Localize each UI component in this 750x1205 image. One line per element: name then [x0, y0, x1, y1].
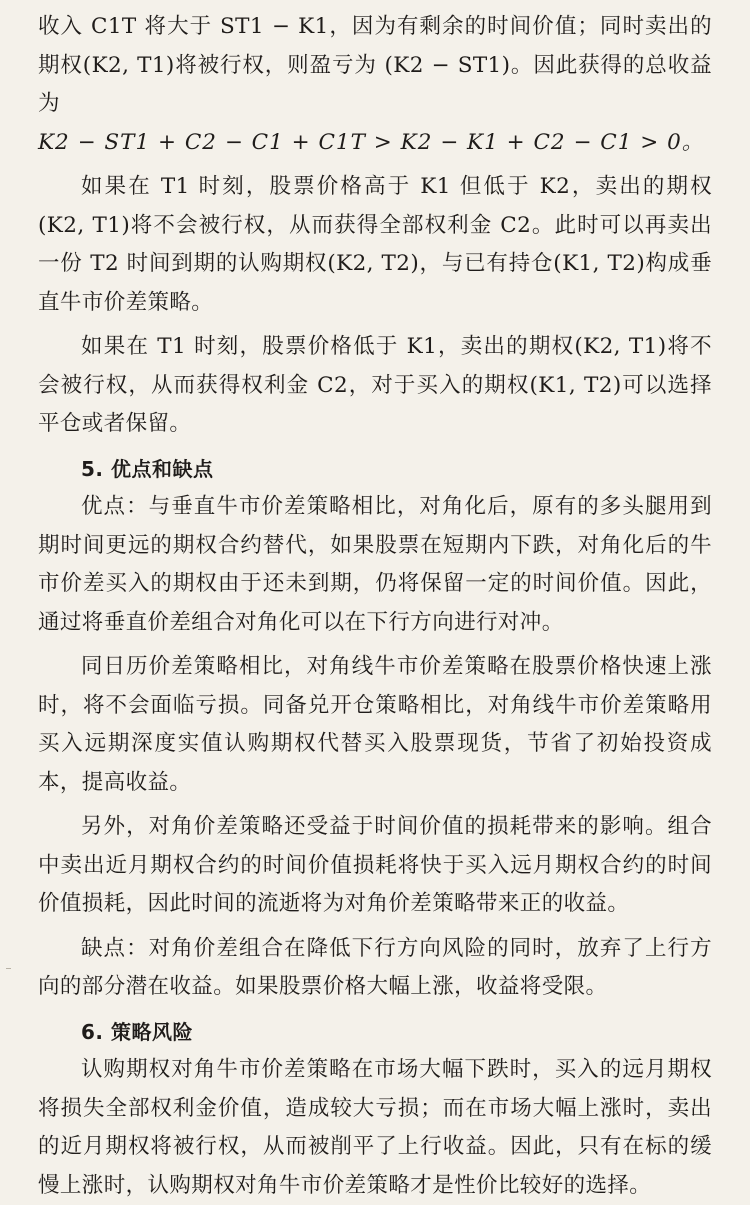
paragraph-time-decay: 另外，对角价差策略还受益于时间价值的损耗带来的影响。组合中卖出近月期权合约的时间价值损耗将快于买入远月期权合约的时间价值损耗，因此时间的流逝将为对角价差策略带来正的收益。	[38, 814, 712, 916]
paragraph-compare-calendar: 同日历价差策略相比，对角线牛市价差策略在股票价格快速上涨时，将不会面临亏损。同备兑开仓策略相比，对角线牛市价差策略用买入远期深度实值认购期权代替买入股票现货，节省了初始投资成本，提高收益。	[38, 654, 712, 795]
paragraph-advantages: 优点：与垂直牛市价差策略相比，对角化后，原有的多头腿用到期时间更远的期权合约替代，如果股票在短期内下跌，对角化后的牛市价差买入的期权由于还未到期，仍将保留一定的时间价值。因此，通过将垂直价差组合对角化可以在下行方向进行对冲。	[38, 494, 712, 635]
paragraph-profit-case: 收入 C1T 将大于 ST1 − K1，因为有剩余的时间价值；同时卖出的期权(K2, T1)将被行权，则盈亏为 (K2 − ST1)。因此获得的总收益为	[38, 14, 712, 116]
section-heading-pros-cons: 5. 优点和缺点	[81, 456, 214, 481]
paragraph-strategy-risk: 认购期权对角牛市价差策略在市场大幅下跌时，买入的远月期权将损失全部权利金价值，造成较大亏损；而在市场大幅上涨时，卖出的近月期权将被行权，从而被削平了上行收益。因此，只有在标的缓慢上涨时，认购期权对角牛市价差策略才是性价比较好的选择。	[38, 1057, 712, 1198]
scan-margin-mark	[6, 968, 11, 969]
formula-total-profit: K2 − ST1 + C2 − C1 + C1T > K2 − K1 + C2 − C1 > 0。	[38, 129, 705, 155]
paragraph-disadvantages: 缺点：对角价差组合在降低下行方向风险的同时，放弃了上行方向的部分潜在收益。如果股票价格大幅上涨，收益将受限。	[38, 935, 712, 999]
section-heading-strategy-risk: 6. 策略风险	[81, 1019, 193, 1044]
paragraph-price-between-strikes: 如果在 T1 时刻，股票价格高于 K1 但低于 K2，卖出的期权(K2, T1)将不会被行权，从而获得全部权利金 C2。此时可以再卖出一份 T2 时间到期的认购期权(K2, T2)，与已有持仓(K1, T2)构成垂直牛市价差策略。	[38, 174, 712, 315]
paragraph-price-below-k1: 如果在 T1 时刻，股票价格低于 K1，卖出的期权(K2, T1)将不会被行权，从而获得权利金 C2，对于买入的期权(K1, T2)可以选择平仓或者保留。	[38, 334, 712, 436]
